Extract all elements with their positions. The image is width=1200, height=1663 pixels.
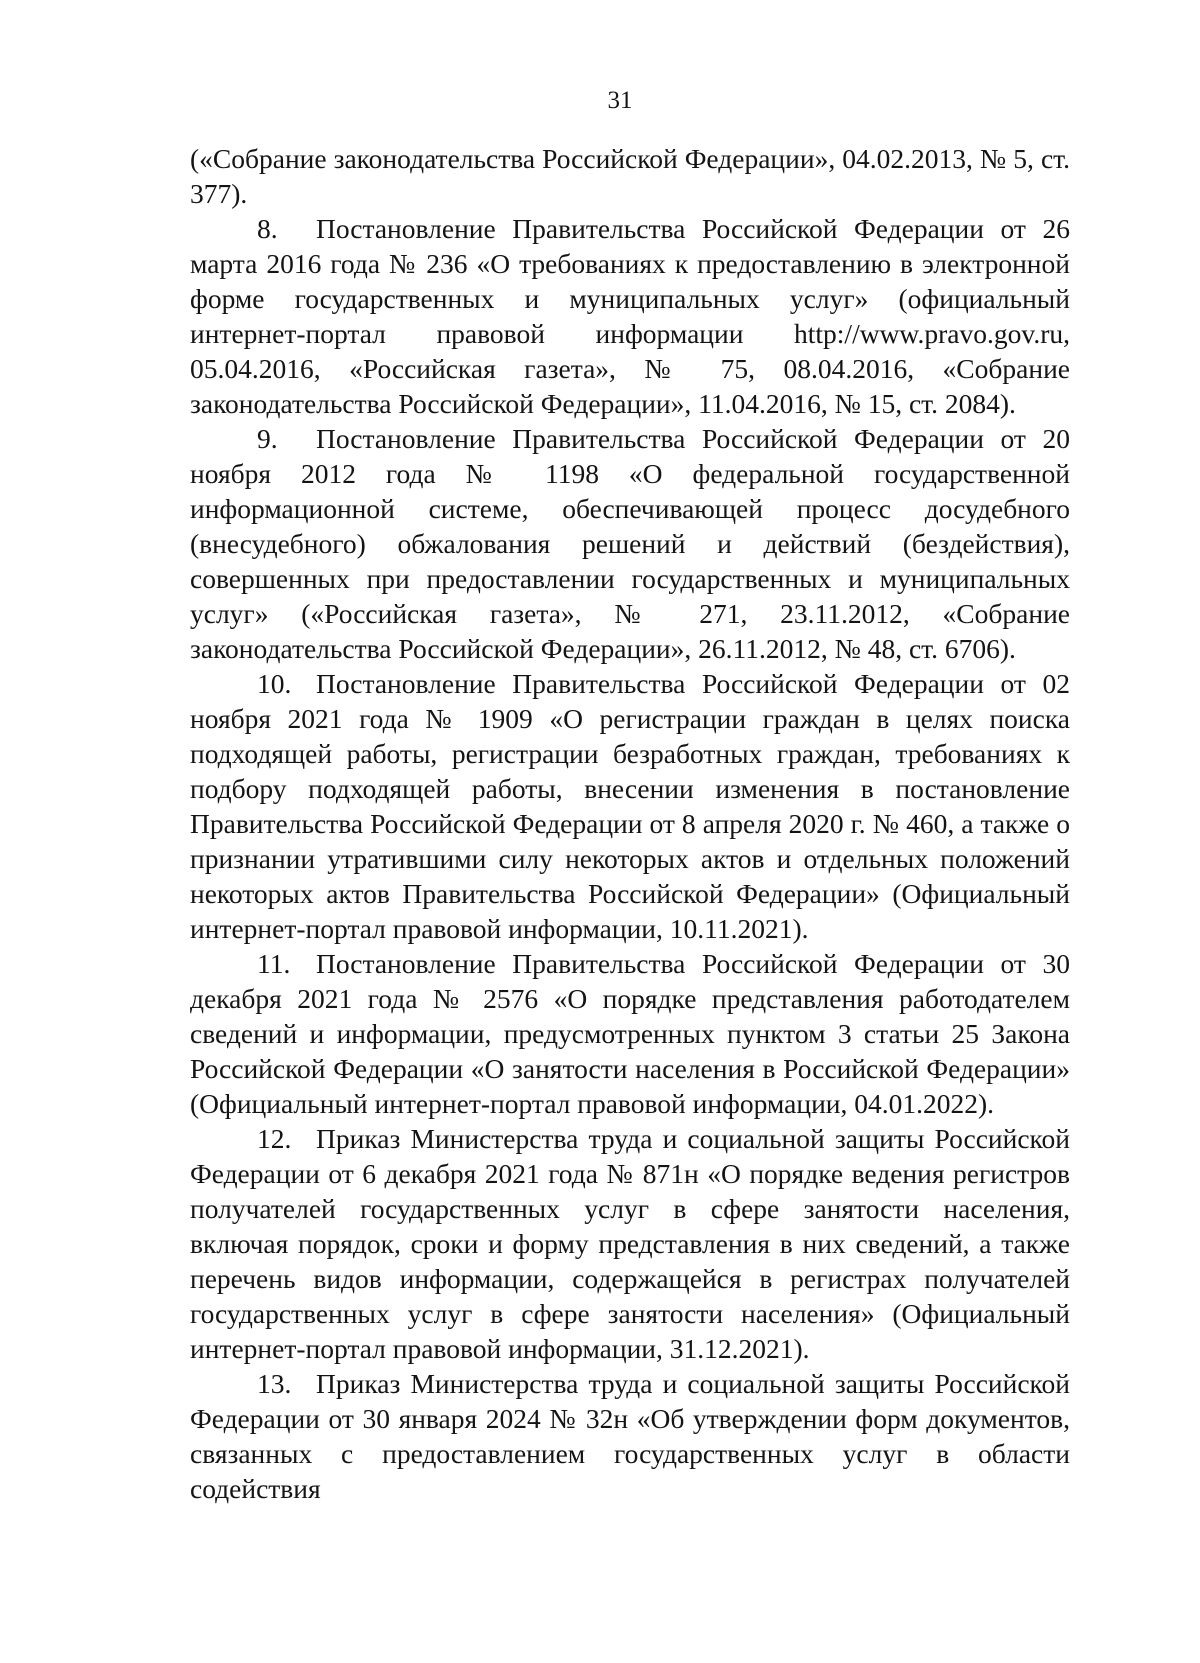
item-text: Приказ Министерства труда и социальной защиты Российской Федерации от 30 января 2024 № 32н «Об утверждении форм документов, связанных с предоставлением государственных услуг в области содействия: [190, 1368, 1070, 1504]
list-item-13: [190, 1366, 1070, 1506]
item-text: Постановление Правительства Российской Федерации от 26 марта 2016 года № 236 «О требованиях к предоставлению в электронной форме государственных и муниципальных услуг» (официальный интернет-портал правовой информации http://www.pravo.gov.ru, 05.04.2016, «Российская газета», № 75, 08.04.2016, «Собрание законодательства Российской Федерации», 11.04.2016, № 15, ст. 2084).: [190, 213, 1070, 419]
item-number: 12.: [257, 1123, 292, 1154]
page-number: 31: [607, 87, 633, 114]
document-body: [190, 141, 1070, 1506]
list-item-8: [190, 211, 1070, 421]
item-text: Постановление Правительства Российской Федерации от 20 ноября 2012 года № 1198 «О федеральной государственной информационной системе, обеспечивающей процесс досудебного (внесудебного) обжалования решений и действий (бездействия), совершенных при предоставлении государственных и муниципальных услуг» («Российская газета», № 271, 23.11.2012, «Собрание законодательства Российской Федерации», 26.11.2012, № 48, ст. 6706).: [190, 423, 1070, 664]
list-item-12: [190, 1121, 1070, 1366]
item-number: 8.: [257, 213, 278, 244]
item-text: Постановление Правительства Российской Федерации от 30 декабря 2021 года № 2576 «О порядке представления работодателем сведений и информации, предусмотренных пунктом 3 статьи 25 Закона Российской Федерации «О занятости населения в Российской Федерации» (Официальный интернет-портал правовой информации, 04.01.2022).: [190, 948, 1070, 1119]
intro-paragraph: («Собрание законодательства Российской Федерации», 04.02.2013, № 5, ст. 377).: [190, 143, 1070, 209]
item-text: Постановление Правительства Российской Федерации от 02 ноября 2021 года № 1909 «О регистрации граждан в целях поиска подходящей работы, регистрации безработных граждан, требованиях к подбору подходящей работы, внесении изменения в постановление Правительства Российской Федерации от 8 апреля 2020 г. № 460, а также о признании утратившими силу некоторых актов и отдельных положений некоторых актов Правительства Российской Федерации» (Официальный интернет-портал правовой информации, 10.11.2021).: [190, 668, 1070, 944]
list-item-9: [190, 421, 1070, 666]
list-item-10: [190, 666, 1070, 946]
item-number: 10.: [257, 668, 292, 699]
list-item-11: [190, 946, 1070, 1121]
item-number: 9.: [257, 423, 278, 454]
item-number: 11.: [257, 948, 291, 979]
item-number: 13.: [257, 1368, 292, 1399]
item-text: Приказ Министерства труда и социальной защиты Российской Федерации от 6 декабря 2021 года № 871н «О порядке ведения регистров получателей государственных услуг в сфере занятости населения, включая порядок, сроки и форму представления в них сведений, а также перечень видов информации, содержащейся в регистрах получателей государственных услуг в сфере занятости населения» (Официальный интернет-портал правовой информации, 31.12.2021).: [190, 1123, 1070, 1364]
